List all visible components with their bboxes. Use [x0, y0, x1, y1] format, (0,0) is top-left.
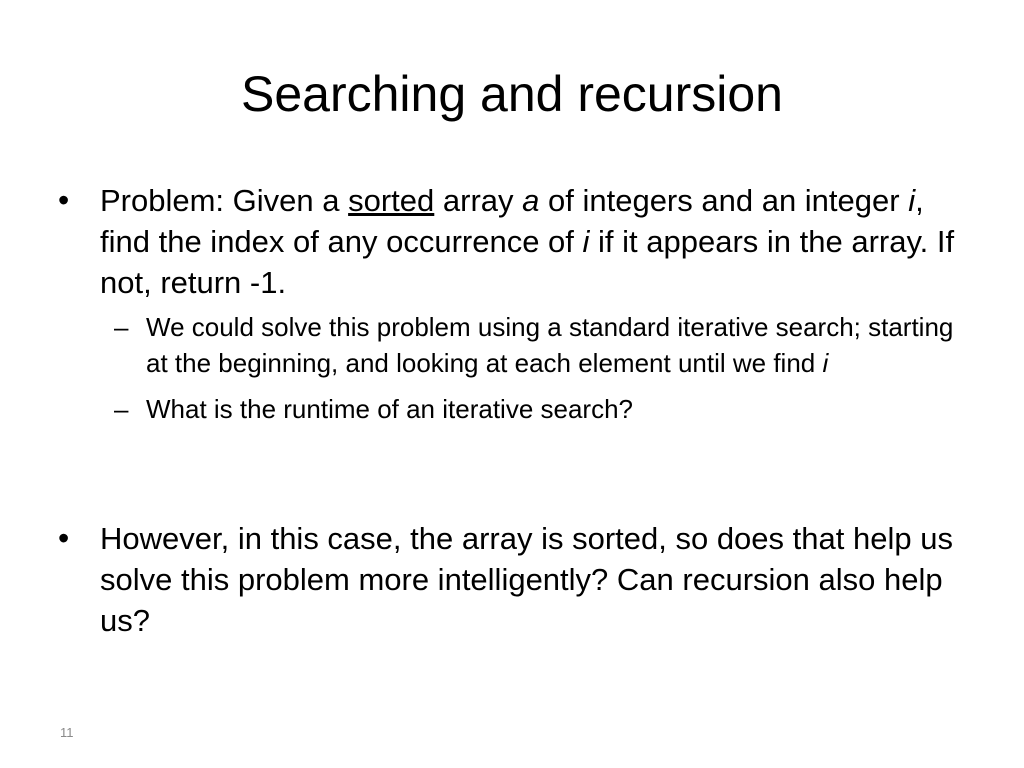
- bullet-text: However, in this case, the array is sorted, so does that help us solve this problem more intelligently? Can recursion also help us?: [100, 521, 953, 638]
- dash-icon: –: [114, 312, 129, 342]
- bullet-row: [58, 180, 968, 303]
- italic-variable: i: [582, 224, 590, 259]
- sub-bullet-text: [146, 309, 968, 381]
- bullet-dot-icon: •: [58, 520, 70, 556]
- underlined-word: sorted: [348, 183, 435, 218]
- bullet-sorted-question: [58, 518, 968, 641]
- text-run: if it appears in the array. If not, return -1.: [100, 224, 955, 300]
- text-run: We could solve this problem using a standard iterative search; starting at the beginning, and looking at each element until we find: [146, 312, 954, 378]
- bullet-problem: [58, 180, 968, 437]
- dash-icon: –: [114, 394, 129, 424]
- sub-bullet: [114, 309, 968, 381]
- text-run: , find the index of any occurrence of: [100, 183, 924, 259]
- bullet-text: [100, 180, 968, 303]
- italic-variable: i: [908, 183, 916, 218]
- text-run: array: [434, 183, 523, 218]
- bullet-row: [58, 518, 968, 641]
- text-run: Problem: Given a: [100, 183, 349, 218]
- italic-variable: i: [822, 348, 829, 378]
- sub-bullet-text: What is the runtime of an iterative search?: [146, 394, 634, 424]
- bullet-dot-icon: •: [58, 182, 70, 218]
- slide-title: Searching and recursion: [241, 66, 783, 122]
- sub-bullet-list: [58, 309, 968, 427]
- sub-bullet: [114, 391, 968, 427]
- italic-variable: a: [522, 183, 540, 218]
- slide-number: 11: [60, 725, 74, 740]
- text-run: of integers and an integer: [539, 183, 909, 218]
